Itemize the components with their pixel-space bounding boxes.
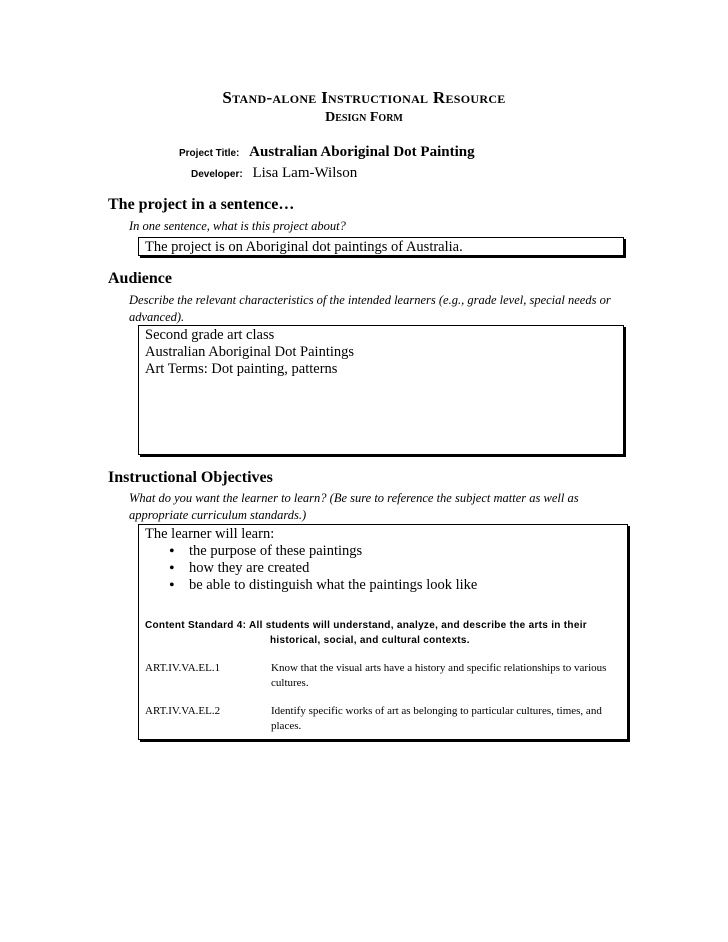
standard-description: Know that the visual arts have a history and specific relationships to various cultures. — [271, 662, 607, 689]
project-title-row — [179, 144, 475, 161]
standard-description: Identify specific works of art as belonging to particular cultures, times, and places. — [271, 705, 602, 732]
sentence-heading: The project in a sentence… — [108, 196, 295, 213]
objective-item: • be able to distinguish what the paintings look like — [189, 577, 621, 594]
objectives-answer-box — [138, 524, 628, 740]
audience-instruction: Describe the relevant characteristics of the intended learners (e.g., grade level, special needs or advanced). — [129, 293, 611, 324]
content-standard-line1: Content Standard 4: All students will understand, analyze, and describe the arts in their — [145, 620, 587, 631]
audience-answer-box — [138, 325, 624, 455]
standard-code: ART.IV.VA.EL.2 — [145, 705, 221, 717]
standard-code: ART.IV.VA.EL.1 — [145, 662, 221, 674]
standard-row — [145, 704, 621, 734]
document-title: Stand-alone Instructional Resource — [222, 88, 506, 107]
content-standard-line2: historical, social, and cultural contexts. — [270, 635, 470, 646]
audience-heading: Audience — [108, 270, 172, 287]
project-title-value: Australian Aboriginal Dot Painting — [249, 144, 475, 160]
objectives-list — [145, 543, 621, 594]
objectives-intro: The learner will learn: — [145, 526, 275, 542]
project-title-label: Project Title: — [179, 148, 240, 159]
document-subtitle: Design Form — [325, 110, 403, 125]
objective-item: • the purpose of these paintings — [189, 543, 621, 560]
developer-value: Lisa Lam-Wilson — [252, 165, 358, 181]
standard-row — [145, 661, 621, 691]
audience-line: Second grade art class — [145, 327, 275, 343]
sentence-answer: The project is on Aboriginal dot paintings of Australia. — [145, 239, 463, 255]
sentence-instruction: In one sentence, what is this project about? — [129, 219, 346, 233]
content-standard — [145, 618, 621, 648]
developer-label: Developer: — [191, 169, 243, 180]
developer-row — [191, 165, 357, 182]
objective-item: • how they are created — [189, 560, 621, 577]
audience-line: Australian Aboriginal Dot Paintings — [145, 344, 355, 360]
objectives-heading: Instructional Objectives — [108, 469, 273, 486]
objectives-instruction: What do you want the learner to learn? (Be sure to reference the subject matter as well as appropriate curriculum standards.) — [129, 491, 579, 522]
audience-line: Art Terms: Dot painting, patterns — [145, 361, 338, 377]
sentence-answer-box — [138, 237, 624, 256]
